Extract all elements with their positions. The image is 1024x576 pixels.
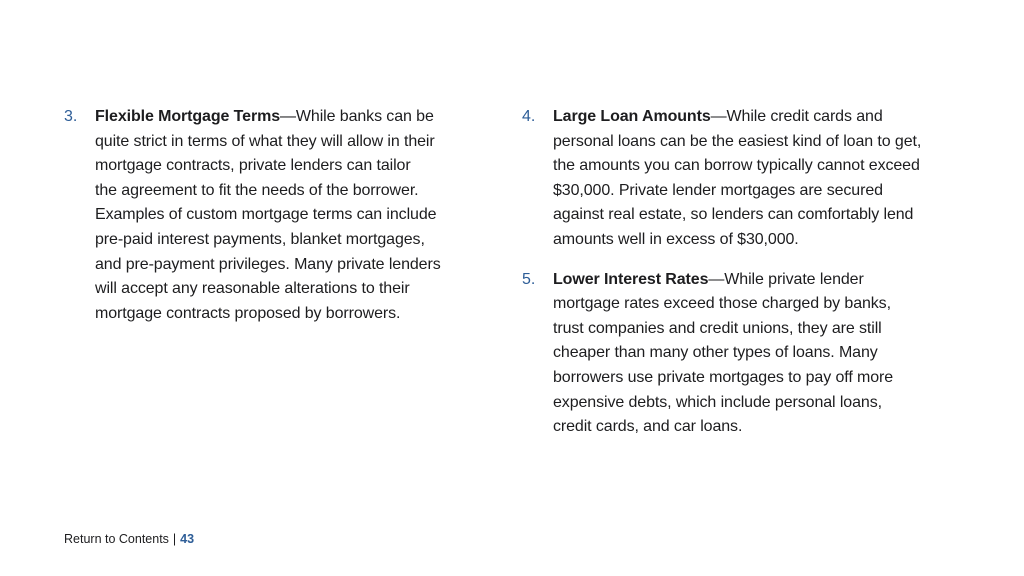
list-item-first-line (95, 105, 494, 130)
left-column (64, 105, 494, 341)
list-item-first-line (553, 268, 967, 293)
list-item-line: —While banks can be (280, 108, 434, 125)
footer-separator: | (172, 532, 177, 546)
right-column (522, 105, 967, 455)
list-item-line: will accept any reasonable alterations to their (95, 280, 410, 298)
list-item-line: mortgage rates exceed those charged by banks, (553, 295, 891, 313)
list-item-line: and pre-payment privileges. Many private lenders (95, 255, 441, 273)
list-item-line: borrowers use private mortgages to pay off more (553, 368, 894, 386)
list-item-line: pre-paid interest payments, blanket mortgages, (95, 230, 425, 248)
page-number: 43 (180, 532, 195, 546)
list-item-line: expensive debts, which include personal loans, (553, 393, 882, 411)
list-item-title: Large Loan Amounts (553, 108, 711, 125)
list-item-line: —While credit cards and (710, 108, 883, 125)
list-item (64, 105, 494, 326)
list-item-line: —While private lender (708, 270, 864, 288)
list-item-title: Lower Interest Rates (553, 270, 709, 288)
page-footer (64, 531, 194, 547)
list-item-line: mortgage contracts proposed by borrowers. (95, 304, 401, 322)
list-item-line: trust companies and credit unions, they are still (553, 319, 882, 337)
list-item-number: 3. (64, 108, 78, 125)
list-item-text (553, 268, 967, 440)
list-item-line: Examples of custom mortgage terms can include (95, 206, 437, 224)
list-item-line: quite strict in terms of what they will allow in their (95, 132, 435, 150)
list-item-line: the agreement to fit the needs of the borrower. (95, 181, 419, 199)
list-item-line: amounts well in excess of $30,000. (553, 230, 799, 248)
list-item-line: mortgage contracts, private lenders can tailor (95, 157, 411, 175)
list-item (522, 105, 967, 253)
list-item-line: credit cards, and car loans. (553, 418, 743, 436)
list-item-line: $30,000. Private lender mortgages are secured (553, 181, 883, 199)
list-item-title: Flexible Mortgage Terms (95, 108, 281, 125)
list-item-text (95, 105, 494, 326)
list-item-text (553, 105, 967, 253)
list-item-line: the amounts you can borrow typically cannot exceed (553, 157, 920, 175)
list-item-line: personal loans can be the easiest kind of loan to get, (553, 132, 922, 150)
return-to-contents-link[interactable]: Return to Contents (64, 532, 169, 546)
list-item-line: cheaper than many other types of loans. Many (553, 344, 878, 362)
list-item (522, 268, 967, 440)
list-item-line: against real estate, so lenders can comfortably lend (553, 206, 914, 224)
list-item-number: 5. (522, 270, 536, 288)
list-item-number: 4. (522, 108, 536, 125)
list-item-first-line (553, 105, 967, 130)
